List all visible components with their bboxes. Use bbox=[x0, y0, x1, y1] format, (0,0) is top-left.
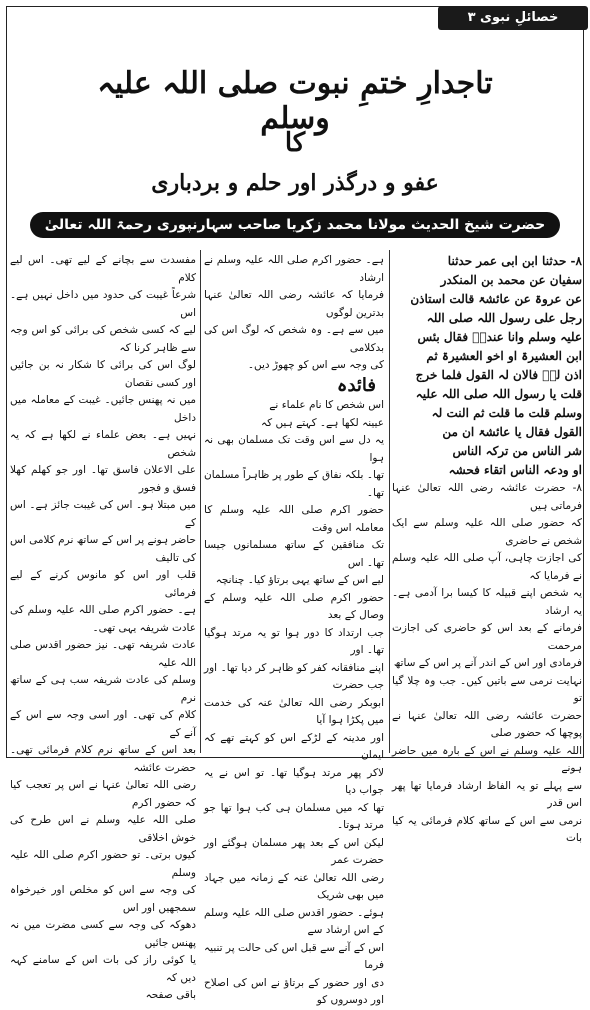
text-line: قلب اور اس کو مانوس کرنے کے لیے فرمائی bbox=[10, 569, 196, 599]
text-line: القول فقال یا عائشۃ ان من bbox=[442, 425, 582, 439]
text-line: ہے۔ حضور اکرم صلی اللہ علیہ وسلم نے ارشاد bbox=[204, 254, 384, 284]
text-line: اس کے آنے سے قبل اس کی حالت پر تنبیہ فرما bbox=[204, 941, 384, 971]
text-line: حضرت عائشہ رضی اللہ تعالیٰ عنہا نے پوچھا کہ حضور صلی bbox=[392, 709, 582, 739]
text-line: او ودعہ الناس اتقاء فحشہ bbox=[448, 463, 582, 477]
text-line: صلی اللہ علیہ وسلم نے اس طرح کی خوش اخلاقی bbox=[10, 814, 196, 844]
text-line: ہوئے۔ حضور اقدس صلی اللہ علیہ وسلم کے اس ارشاد سے bbox=[204, 906, 384, 936]
text-line: اور مدینہ کے لڑکے اس کو کہتے تھے کہ ایمان bbox=[204, 731, 384, 761]
text-line: اس شخص کا نام علماء نے bbox=[269, 399, 384, 411]
text-line: کیوں برتی۔ تو حضور اکرم صلی اللہ علیہ وسلم bbox=[10, 849, 196, 879]
text-line: دی اور حضور کے برتاؤ نے اس کی اصلاح اور دوسروں کو bbox=[204, 976, 384, 1006]
author-banner: حضرت شیخ الحدیث مولانا محمد زکریا صاحب سہارنپوری رحمۃ اللہ تعالیٰ bbox=[30, 212, 560, 238]
text-line: اللہ علیہ وسلم نے اس کے بارہ میں حاضر ہونے bbox=[392, 744, 582, 774]
article-subtitle: عفو و درگذر اور حلم و بردباری bbox=[151, 170, 439, 196]
text-line: حضور اکرم صلی اللہ علیہ وسلم کا معاملہ اس وقت bbox=[204, 504, 384, 534]
column-divider bbox=[389, 250, 390, 753]
text-line: وسلم قلت ما قلت ثم النت لہ bbox=[431, 406, 582, 420]
text-line: میں مبتلا ہو۔ اس کی غیبت جائز ہے۔ اس کے bbox=[10, 499, 196, 529]
text-line: اذن لہٗ فالان لہ القول فلما خرج bbox=[415, 368, 582, 382]
text-line: فرمادی اور اس کے اندر آنے پر اس کے ساتھ bbox=[393, 657, 582, 669]
text-line: مفسدت سے بچانے کے لیے تھی۔ اس لیے کلام bbox=[10, 254, 196, 284]
text-line: دھوکہ کی وجہ سے کسی مضرت میں نہ پھنس جائیں bbox=[10, 919, 196, 949]
text-line: رضی اللہ تعالیٰ عنہ کے زمانہ میں جہاد میں بھی شریک bbox=[204, 871, 384, 901]
faida-heading: فائدہ bbox=[336, 374, 376, 396]
text-line: لیے کہ کسی شخص کی برائی کو اس وجہ سے ظاہر کرنا کہ bbox=[10, 324, 196, 354]
text-line: کی وجہ سے اس کو چھوڑ دیں۔ bbox=[247, 359, 384, 371]
text-line: وسلم کی عادت شریفہ سب ہی کے ساتھ نرم bbox=[10, 674, 196, 704]
text-line: کی اجازت چاہی، آپ صلی اللہ علیہ وسلم نے فرمایا کہ bbox=[392, 552, 582, 582]
column-left bbox=[10, 252, 196, 1001]
text-line: لیے اس کے ساتھ یہی برتاؤ کیا۔ چنانچہ bbox=[215, 574, 384, 586]
text-line: شرعاً غیبت کی حدود میں داخل نہیں ہے۔ اس bbox=[10, 289, 196, 319]
text-line: کی وجہ سے اس کو مخلص اور خیرخواہ سمجھیں اور اس bbox=[10, 884, 196, 914]
text-line: میں سے ہے۔ وہ شخص کہ لوگ اس کی بدکلامی bbox=[204, 324, 384, 354]
text-line: رضی اللہ تعالیٰ عنہا نے اس پر تعجب کیا کہ حضور اکرم bbox=[10, 779, 196, 809]
text-line: فرمانے کے بعد اس کو حاضری کی اجازت مرحمت bbox=[392, 622, 582, 652]
text-line: تک منافقین کے ساتھ مسلمانوں جیسا تھا۔ اس bbox=[204, 539, 384, 569]
column-middle bbox=[204, 252, 384, 1006]
text-line: یا کوئی راز کی بات اس کے سامنے کہہ دیں کہ bbox=[10, 954, 196, 984]
column-right bbox=[392, 252, 582, 844]
text-line: لاکر پھر مرتد ہوگیا تھا۔ تو اس نے یہ جواب دیا bbox=[204, 766, 384, 796]
text-line: علیہ وسلم وانا عندہٗ فقال بئس bbox=[417, 330, 582, 344]
text-line: لوگ اس کی برائی کا شکار نہ بن جائیں اور کسی نقصان bbox=[10, 359, 196, 389]
article-title: تاجدارِ ختمِ نبوت صلی اللہ علیہ وسلم bbox=[97, 66, 493, 136]
text-line: لیکن اس کے بعد پھر مسلمان ہوگئے اور حضرت عمر bbox=[204, 836, 384, 866]
text-line: نہایت نرمی سے باتیں کیں۔ جب وہ چلا گیا تو bbox=[392, 674, 582, 704]
text-line: قلت یا رسول اللہ صلی اللہ علیہ bbox=[415, 387, 582, 401]
hadith-urdu-translation bbox=[392, 480, 582, 848]
text-line: ہے۔ حضور اکرم صلی اللہ علیہ وسلم کی عادت شریفہ یہی تھی۔ bbox=[10, 604, 196, 634]
section-label: خصائلِ نبوی ۳ bbox=[438, 6, 588, 30]
text-line: میں نہ پھنس جائیں۔ غیبت کے معاملہ میں داخل bbox=[10, 394, 196, 424]
hadith-arabic-text bbox=[392, 252, 582, 480]
text-line: فرمایا کہ عائشہ رضی اللہ تعالیٰ عنہا بدترین لوگوں bbox=[204, 289, 384, 319]
title-connector: کا bbox=[284, 128, 306, 158]
text-line: سفیان عن محمد بن المنکدر bbox=[440, 273, 582, 287]
text-line: نرمی سے اس کے ساتھ کلام فرمائی یہ کیا بات bbox=[392, 814, 582, 844]
column-divider bbox=[200, 250, 201, 753]
text-line: حضور اکرم صلی اللہ علیہ وسلم کے وصال کے بعد bbox=[204, 591, 384, 621]
text-line: کلام کی تھی۔ اور اسی وجہ سے اس کے آنے کے bbox=[10, 709, 196, 739]
text-line: یہ دل سے اس وقت تک مسلمان بھی نہ ہوا bbox=[204, 434, 384, 464]
text-line: ابن العشیرۃ او اخو العشیرۃ ثم bbox=[426, 349, 582, 363]
text-line: ۸- حضرت عائشہ رضی اللہ تعالیٰ عنہا فرماتی ہیں bbox=[392, 482, 582, 512]
text-line: ۸- حدثنا ابن ابی عمر حدثنا bbox=[447, 254, 582, 268]
text-line: حاضر ہونے پر اس کے ساتھ نرم کلامی اس کی تالیف bbox=[10, 534, 196, 564]
text-line: عادت شریفہ تھی۔ نیز حضور اقدس صلی اللہ علیہ bbox=[10, 639, 196, 669]
text-line: جب ارتداد کا دور ہوا تو یہ مرتد ہوگیا تھا۔ اور bbox=[204, 626, 384, 656]
text-line: علی الاعلان فاسق تھا۔ اور جو کھلم کھلا فسق و فجور bbox=[10, 464, 196, 494]
text-line: عیینہ لکھا ہے۔ کہتے ہیں کہ bbox=[260, 416, 384, 429]
text-line: یہ شخص اپنے قبیلہ کا کیسا برا آدمی ہے۔ یہ ارشاد bbox=[392, 587, 582, 617]
text-line: بعد اس کے ساتھ نرم کلام فرمائی تھی۔ حضرت عائشہ bbox=[10, 744, 196, 774]
text-line: عن عروۃ عن عائشۃ قالت استاذن bbox=[410, 292, 582, 306]
continued-note: باقی صفحہ bbox=[145, 989, 196, 1001]
text-line: رجل علی رسول اللہ صلی اللہ bbox=[426, 311, 582, 325]
text-line: شر الناس من ترکہ الناس bbox=[452, 444, 582, 458]
text-line: تھا کہ میں مسلمان ہی کب ہوا تھا جو مرتد ہوتا۔ bbox=[204, 801, 384, 831]
text-line: کہ حضور صلی اللہ علیہ وسلم سے ایک شخص نے حاضری bbox=[392, 517, 582, 547]
text-line: سے پہلے تو یہ الفاظ ارشاد فرمایا تھا پھر اس قدر bbox=[392, 779, 582, 809]
text-line: تھا۔ بلکہ نفاق کے طور پر ظاہراً مسلمان تھا۔ bbox=[204, 469, 384, 499]
text-line: نہیں ہے۔ بعض علماء نے لکھا ہے کہ یہ شخص bbox=[10, 429, 196, 459]
text-line: ابوبکر رضی اللہ تعالیٰ عنہ کی خدمت میں پکڑا ہوا آیا bbox=[204, 696, 384, 726]
text-line: اپنے منافقانہ کفر کو ظاہر کر دیا تھا۔ اور جب حضرت bbox=[204, 661, 384, 691]
